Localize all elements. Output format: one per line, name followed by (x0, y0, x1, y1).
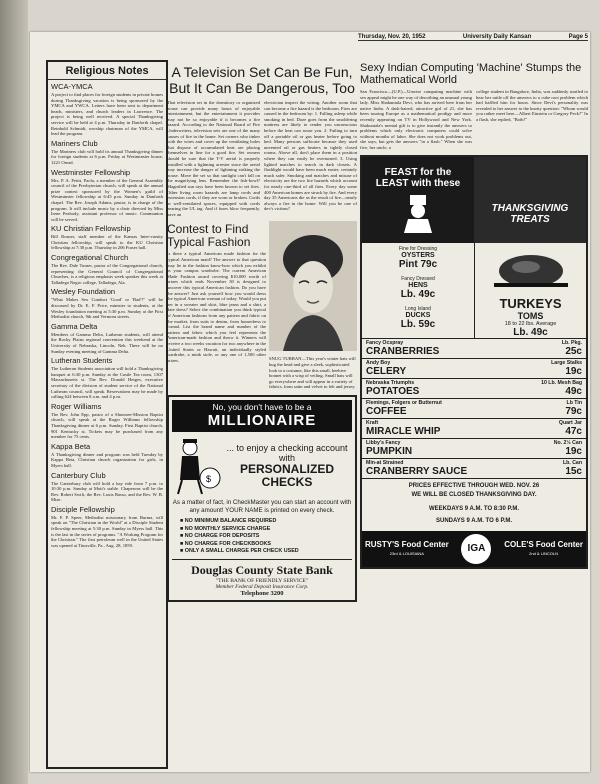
row-unit: 10 Lb. Mesh Bag (541, 379, 582, 386)
grocery-banner (362, 157, 586, 243)
newspaper-page (30, 32, 590, 772)
row-brand: Fancy Ocspray (366, 339, 404, 346)
benefit-item: ■ NO MONTHLY SERVICE CHARGE (180, 525, 271, 532)
row-item: MIRACLE WHIP (366, 425, 441, 437)
svg-text:$: $ (206, 474, 212, 485)
item-name: OYSTERS (401, 251, 435, 259)
row-brand: Flemings, Folgers or Butternut (366, 399, 442, 406)
grocery-item (362, 273, 474, 303)
coles-address: 2nd & LINCOLN (529, 550, 559, 556)
section-text: Bill Rosner, staff member of the Kansas Inter-varsity Christian fellowship, will speak to the KU Christian fellowship at 7:30 p.m. Thursday in 206 Fraser hall. (51, 234, 163, 251)
enjoy-line: ... to enjoy a checking account with (226, 443, 348, 464)
rustys-name: RUSTY'S Food Center (365, 539, 449, 549)
section-text: Members of Gamma Delta, Lutheran students, will attend the Rocky Plains regional convention this weekend at the University of Nebraska, Lincoln, Neb. There will be no Sunday evening meeting of Gamma Delta. (51, 331, 163, 354)
feast-banner (362, 157, 474, 243)
section-heading: Kappa Beta (51, 441, 91, 451)
binding-edge (0, 0, 28, 784)
grocery-row (362, 378, 586, 398)
section-text: The Rev. Dale Turner, pastor of the Congregational church, representing the General Council of Congregational Churches, is a religious emphasis week speaker this week at Talladega Negro college, Talladega, Ala. (51, 263, 163, 285)
rustys-address: 23rd & LOUISIANA (389, 550, 424, 556)
item-desc: Fine for Dressing (398, 245, 438, 252)
turkeys-price: Lb. 49c (513, 326, 548, 338)
roast-turkey-illustration (486, 243, 576, 291)
religious-sections (48, 82, 166, 548)
devi-article (360, 89, 588, 151)
iga-logo: IGA (461, 534, 491, 564)
item-desc: Long Island (405, 305, 431, 312)
benefit-item: ■ NO MINIMUM BALANCE REQUIRED (180, 518, 277, 525)
religious-section (51, 442, 163, 469)
coles-name: COLE'S Food Center (504, 539, 583, 549)
section-text: The Lutheran Students association will hold a Thanksgiving banquet at 6:30 p.m. Sunday at the Castle Tea room, 1307 Massachusetts st. The Rev. Donald Heiges, executive secretary of the division of student service of the National Lutheran council, will speak. Reservations may be made by calling 624 between 8 a.m. and 4 p.m. (51, 366, 163, 400)
fashion-headline: Contest to Find Typical Fashion (167, 222, 251, 250)
row-item: CELERY (366, 365, 407, 377)
feast-line2: LEAST with these (375, 177, 461, 189)
section-heading: KU Christian Fellowship (51, 224, 131, 234)
tv-headline: A Television Set Can Be Fun, But It Can Be Dangerous, Too (169, 64, 355, 96)
coles-logo (504, 540, 583, 558)
religious-notes-column (46, 60, 168, 769)
row-brand: Min-at Strained (366, 459, 404, 466)
row-unit: Lb. Pkg. (561, 339, 582, 346)
row-unit: Large Stalks (551, 359, 582, 366)
bank-name: Douglas County State Bank (191, 562, 333, 577)
section-heading: Disciple Fellowship (51, 504, 115, 514)
notice-line: PRICES EFFECTIVE THROUGH WED. NOV. 26 (408, 482, 540, 489)
row-brand: Nebraska Triumphs (366, 379, 415, 386)
rustys-logo (365, 540, 449, 558)
benefits-list (180, 518, 344, 556)
grocery-row (362, 458, 586, 478)
religious-section (51, 253, 163, 285)
devi-text-right: college student in Bangalore, India, was suddenly startled to hear her rattle off the answers to a cube root problem which had baffled him for hours. Since Devi's personality was revealed to her answer to the knotty question: "Whom would you rather meet here—Albert Einstein or Gregory Peck?" In a flash, she replied, "Both!" (476, 89, 588, 122)
religious-notes-title: Religious Notes (48, 62, 166, 80)
benefit-item: ■ NO CHARGE FOR CHECKBOOKS (180, 540, 272, 547)
turkeys-block (475, 243, 586, 338)
row-item: POTATOES (366, 385, 420, 397)
grocery-row (362, 438, 586, 458)
item-price: Lb. 49c (400, 288, 436, 300)
row-item: CRANBERRY SAUCE (366, 465, 468, 477)
religious-section (51, 505, 163, 549)
religious-section (51, 356, 163, 400)
religious-section (51, 82, 163, 137)
row-item: CRANBERRIES (366, 345, 440, 357)
pilgrim-illustration (388, 193, 448, 233)
moneybag-man-illustration (172, 436, 222, 496)
section-heading: Lutheran Students (51, 356, 113, 366)
millionaire-banner (172, 400, 352, 432)
turban-portrait-image (269, 221, 357, 351)
section-heading: WCA-YMCA (51, 82, 93, 91)
row-price: 19c (565, 445, 582, 457)
millionaire-word: MILLIONAIRE (207, 412, 317, 430)
benefit-item: ■ NO CHARGE FOR DEPOSITS (180, 533, 260, 540)
page-header (358, 34, 588, 41)
item-price: Lb. 59c (400, 318, 436, 330)
bank-slogan: "THE BANK OF FRIENDLY SERVICE" (215, 577, 309, 584)
section-text: Mrs. P. A. Petitt, Paola, a member of the General Assembly council of the Presbyterian church, will speak at the annual prize contest sponsored by the Women's guild of Westminster fellowship at 6:45 p.m. Sunday in Danforth chapel. The Rev. Joseph Adams, pastor, is in charge of the program. It will include music by a choir directed by Miss Irene Peabody, assistant professor of music. Communion will be served. (51, 177, 163, 222)
section-heading: Mariners Club (51, 138, 98, 148)
poultry-list (362, 243, 475, 338)
tv-article (167, 100, 357, 217)
item-price: Pint 79c (398, 258, 438, 270)
item-desc: Fancy Dressed (401, 275, 435, 282)
grocery-row (362, 418, 586, 438)
item-name: DUCKS (405, 311, 431, 319)
row-price: 19c (565, 365, 582, 377)
religious-section (51, 402, 163, 440)
hours-sundays: SUNDAYS 9 A.M. TO 6 P.M. (435, 517, 513, 524)
turkeys-title: TURKEYS (499, 295, 562, 311)
grocery-row (362, 338, 586, 358)
store-hours (362, 503, 586, 531)
middle-column (167, 60, 357, 765)
personalized-checks-label: PERSONALIZED CHECKS (239, 462, 334, 490)
millionaire-line1: No, you don't have to be a (212, 402, 312, 413)
personalized-checks-text (222, 443, 352, 489)
row-unit: Lb Tin (566, 399, 582, 406)
fashion-text: Is there a typical American made fashion for the typical American maid? The answer to that question may lie in the fashion know-how which you exhibit in your campus wardrobe. The current American Made Fashion award covering $10,000 worth of prizes which ends November 30 is designed to uncover this typical American fashion. Do you have the answer? Just ask yourself how you would dress the typical American woman of today. Would you put her in a sweater and skirt, blue jeans and a shirt, a date dress? Select the combination you think typical of American fashions from any pattern and fabric on the market, from suits to denim, from housedress to formal. List the brand name and number of the pattern and fabric which you feel represents the American-made fashion and throw it. Winners will receive a two weeks vacation for two anywhere in the United States or Hawaii, an individually styled wardrobe, a mink stole, or any one of 1,500 other prizes. (167, 251, 266, 363)
row-price: 15c (565, 465, 582, 477)
portrait-caption: SNUG TURBAN—This year's winter hats will hug the head and give a sleek, sophisticated look to a costume, like this small, beehive bonnet with a wisp of veiling. Small hats will go everywhere and will appear in a variety of fabrics, from satin and velvet to felt and jersey. (269, 356, 356, 390)
section-heading: Gamma Delta (51, 321, 98, 331)
religious-section (51, 287, 163, 319)
grocery-row (362, 398, 586, 418)
grocery-middle (362, 243, 586, 338)
section-heading: Congregational Church (51, 253, 129, 263)
grocery-row (362, 358, 586, 378)
section-heading: Westminster Fellowship (51, 167, 131, 177)
religious-section (51, 322, 163, 354)
feast-line1: FEAST for the (384, 166, 452, 178)
section-text: "What Makes Sex Conduct 'Good' or 'Bad'?" will be discussed by Dr. E. F. Price, minister to students, at the Wesley foundation meeting at 5:30 p.m. Sunday at the First Methodist church, 9th and Vermont streets. (51, 297, 163, 320)
row-price: 79c (565, 405, 582, 417)
thanksgiving-treats-label: THANKSGIVING TREATS (491, 202, 569, 225)
section-text: The Rev. John Epp, pastor of a Shawnee-Mission Baptist church, will speak at the Roger Williams fellowship Thanksgiving dinner at 6 p.m. Sunday, First Baptist church, 901 Kentucky st. Tickets may be purchased from any member for 75 cents. (51, 411, 163, 440)
section-text: Mr. F. P. Speer, Methodist missionary from Burma, will speak on "The Christian in the World" at a Disciple Student fellowship meeting at 5:30 p.m. Sunday in Myers hall. This is the last in the series of programs. "A Working Program for the Christian." The first petroleum well in the United States was opened at Titusville, Pa., Aug. 28, 1859. (51, 514, 163, 548)
thanksgiving-treats-panel (474, 157, 586, 243)
header-date: Thursday, Nov. 20, 1952 (358, 34, 426, 40)
section-text: A Thanksgiving dinner and program was held Tuesday by Kappa Beta, Christian church organization for girls, in Myers hall. (51, 451, 163, 468)
turkeys-desc: 18 to 22 lbs. Average (504, 320, 557, 327)
store-logos (362, 531, 586, 567)
prices-notice (362, 478, 586, 503)
row-price: 47c (565, 425, 582, 437)
row-unit: Quart Jar (558, 419, 582, 426)
religious-section (51, 471, 163, 503)
millionaire-ad (167, 395, 357, 602)
row-unit: Lb. Can (562, 459, 582, 466)
devi-headline: Sexy Indian Computing 'Machine' Stumps the Mathematical World (360, 62, 582, 86)
row-price: 25c (565, 345, 582, 357)
benefit-item: ■ ONLY A SMALL CHARGE PER CHECK USED (180, 548, 299, 555)
turkeys-sub: TOMS (517, 310, 544, 321)
row-price: 49c (565, 385, 582, 397)
row-brand: Libby's Fancy (366, 439, 401, 446)
millionaire-middle (172, 436, 352, 496)
item-name: HENS (408, 281, 428, 289)
religious-section (51, 224, 163, 251)
fashion-block (167, 221, 357, 390)
checkmaster-body: As a matter of fact, in CheckMaster you can start an account with any amount! YOUR NAME is printed on every check. (172, 499, 352, 515)
row-unit: No. 2½ Can (553, 439, 582, 446)
header-page: Page 5 (568, 34, 588, 40)
section-text: A project to find places for foreign students in private homes during Thanksgiving vacation is being sponsored by the YMCA and YWCA. Letters have been sent to department heads, ministers, and church leaders in Lawrence. The project is being well received. A special Thanksgiving service will be held at 4 p.m. Thursday in Danforth chapel. Reinhold Schmidt, worship chairman of the YMCA, will lead the program. (51, 92, 163, 137)
grocery-ad (360, 155, 588, 569)
bank-fdic: Member Federal Deposit Insurance Corp. (215, 583, 309, 590)
devi-text-left: San Francisco—(U.P.)—Unwise computing machine with sex appeal might be one way of describing an unusual young lady. Miss Shakuntala Devi, who has arrived here from her native India. A dark-haired, attractive girl of 21, she has been touring Europe as a mathematical prodigy and more recently appearing on TV in Hollywood and New York. Shakuntala's mental gift is to give instantly the answers to problems which only electronic computers could solve without months of labor. She does not work problems out, she says, but gets the answers "in a flash." When she was five, her uncle, a (360, 89, 473, 150)
row-brand: Kraft (366, 419, 379, 426)
religious-section (51, 168, 163, 223)
right-column (360, 60, 588, 765)
section-text: The Mariners club will hold its annual Thanksgiving dinner for foreign students at 6 p.m. Friday at Westminster house, 1221 Oread. (51, 148, 163, 165)
header-paper: University Daily Kansan (462, 34, 532, 40)
hours-weekdays: WEEKDAYS 9 A.M. TO 8:30 P.M. (428, 505, 520, 512)
section-heading: Wesley Foundation (51, 287, 116, 297)
religious-section (51, 139, 163, 166)
row-item: COFFEE (366, 405, 407, 417)
tv-text-right: electrician inspect the wiring. Another room that can become a fire hazard is the bedroom. Fires are caused in the bedroom by: 1. Falling asleep while smoking in bed. Doze goes from the smoldering mattress are likely to render you unconscious before the heat can rouse you. 2. Failing to turn off a portable oil or gas heater before going to bed. Many persons suffocate because they used unvented oil or gas heaters in tightly closed rooms. Above all, don't place them in a position where they can easily be overturned. 3. Using lighted matches to search in dark closets. A flashlight would have been much easier, certainly much safer. Smoking and matches and misuse of electricity are the two fire hazards which account for nearly one-third of all fires. Every day some 400 American homes are struck by fire. And every day 35 Americans die as the result of fire—nearly always a fire in the home. Will you be one of dev's victims? (264, 100, 357, 212)
row-item: PUMPKIN (366, 445, 413, 457)
grocery-item (362, 303, 474, 333)
section-heading: Roger Williams (51, 401, 102, 411)
bank-phone: Telephone 3200 (240, 589, 284, 597)
tv-text-left: That television set in the dormitory or organized house can provide many hours of enjoyable entertainment, but the entertainment it provides may not be so enjoyable if it becomes a fire hazard. According to the National Board of Fire Underwriters, television sets are one of the many causes of fire in the home. Set owners who tinker with the wires and cover up the ventilating holes that dispose of accumulated heat are placing themselves in line for a good fire. Set owners should be sure that the T-V aerial is properly installed with a lightning arrester since the aerial may increase the danger of lightning striking the house. Move the set so that sunlight can't fall on the magnifying lens. Remember the fish-bowl? Magnified sun rays have been known to set fires. Other living room hazards are lamp cords and extension cords, if they are worn or broken. Cords in well-ventilated spaces, equipped with cords bearing the UL tag. And if fuses blow frequently, have an (167, 100, 260, 217)
grocery-item (362, 243, 474, 273)
section-text: The Canterbury club will hold a hay ride from 7 p.m. to 10:30 p.m. Sunday at Mott's stable. Chaperons will be the Rev. Robert Swift, the Rev. Louis Basso, and the Rev. W. B. Mize. (51, 480, 163, 503)
section-heading: Canterbury Club (51, 470, 106, 480)
bank-block (172, 559, 352, 597)
notice-line: WE WILL BE CLOSED THANKSGIVING DAY. (411, 491, 537, 498)
row-brand: Andy Boy (366, 359, 391, 366)
